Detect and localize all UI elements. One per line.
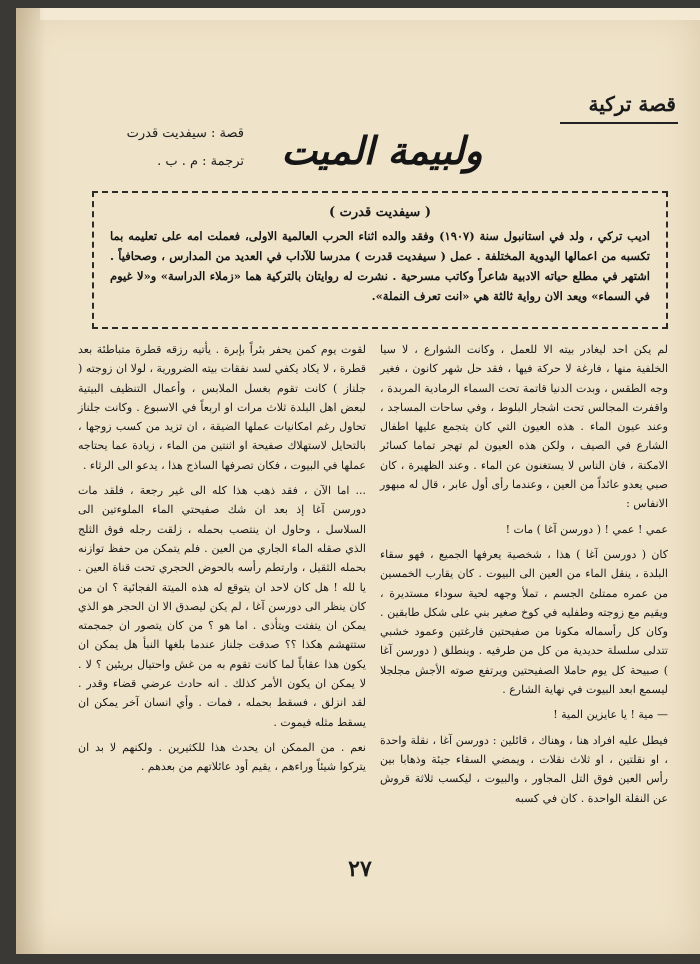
author-line: قصة : سيفديت قدرت [126, 126, 244, 141]
page-fold-shadow [16, 8, 46, 954]
story-title: ولبيمة الميت [281, 128, 483, 173]
bio-heading: ( سيفديت قدرت ) [328, 205, 432, 220]
text-column-right [380, 340, 668, 814]
section-label-underline [560, 122, 678, 124]
paragraph: كان ( دورسن آغا ) هذا ، شخصية يعرفها الجميع ، فهو سقاء البلدة ، ينقل الماء من العين الى البيوت . كان يقارب الخمسين من عمره ممتلئ الجسم ، تملأ وجهه لحية سوداء مستديرة ، ويقيم مع زوجته وطفليه في كوخ صغير بني على شكل طابقين . وكان كل رأسماله مكونا من صفيحتين فارغتين وعمود خشبي تتدلى سلسلة حديدية من كل من طرفيه . وينطلق ( دورسن آغا ) صبيحة كل يوم حاملا الصفيحتين ويرتفع صوته الأجش مجلجلا ليسمع ابعد البيوت في نهاية الشارع . [380, 547, 668, 697]
paper-top-edge [40, 8, 700, 20]
section-label: قصة تركية [588, 92, 676, 116]
translator-line: ترجمة : م . ب . [157, 154, 244, 169]
page-number: ٢٧ [348, 856, 372, 882]
paragraph: لم يكن احد ليغادر بيته الا للعمل ، وكانت الشوارع ، لا سيا الخلفية منها ، فارغة لا حركة فيها ، فقد حل شهر كانون ، فغير وجه الطقس ، وبدت الدنيا قاتمة تحت السماء الرمادية المربدة ، واقفرت المجالس تحت اشجار البلوط ، وفي ساحات المساجد ، وعند عيون الماء . هذه العيون التي كان يتجمع عليها اطفال الشارع في الصيف ، ولكن هذه العيون لم تهجر تماما كسائر الامكنة ، فان الناس لا يستغنون عن الماء . وعند الظهيرة ، كان صبي يعدو عائداً من العين ، وعندما رأى أول عابر ، قال له مبهور الانفاس : [380, 343, 668, 511]
paragraph: لقوت يوم كمن يحفر بئراً بإبرة . يأتيه رزقه قطرة متباطئة بعد قطرة ، لا يكاد يكفي لسد نفقات بيته الضرورية ، لولا ان زوجته ( جلناز ) كانت تقوم بغسل الملابس ، وأعمال التنظيف البيتية لبعض اهل البلدة ثلاث مرات او اربعاً في الاسبوع . وكانت جلناز تحاول رغم امكانيات عملها الضيقة ، ان تزيد من كسب زوجها ، بالتحايل لاستهلاك صفيحة او اثنتين من الماء ، زيادة عما يحتاجه عملها في البيوت ، فكان تصرفها الساذج هذا ، يدعو الى الرثاء . [78, 343, 366, 472]
paragraph: نعم . من الممكن ان يحدث هذا للكثيرين . ولكنهم لا بد ان يتركوا شيئاً وراءهم ، يقيم أود عائلاتهم من بعدهم . [78, 740, 366, 774]
paragraph: عمي ! عمي ! ( دورسن آغا ) مات ! [505, 522, 668, 536]
text-column-left [78, 340, 366, 783]
paragraph: — مية ! يا عايزين المية ! [553, 708, 668, 722]
author-bio-box [92, 191, 668, 329]
bio-text: اديب تركي ، ولد في استانبول سنة (١٩٠٧) وفقد والده اثناء الحرب العالمية الاولى، فعملت امه على تعليمه بما تكسبه من اعمالها اليدوية المختلفة . عمل ( سيفديت قدرت ) مدرسا للآداب في العديد من المدارس ، وصحافياً . اشتهر في مطلع حياته الادبية شاعراً وكاتب مسرحية . نشرت له روايتان بالتركية هما «زملاء الدراسة» و«لا غيوم في السماء» ويعد الان رواية ثالثة هي «انت تعرف النملة». [110, 229, 650, 303]
paragraph: ... اما الآن ، فقد ذهب هذا كله الى غير رجعة ، فلقد مات دورسن آغا إذ بعد ان شك صفيحتي الماء الملوءتين الى السلاسل ، وحاول ان ينتصب بحمله ، زلقت رجله فوق الثلج الذي صقله الماء الجاري من العين . فلم يتمكن من حفظ توازنه بحمله الثقيل ، وارتطم رأسه بالحوض الحجري تحت قناة العين . يا لله ! هل كان لاحد ان يتوقع له هذه الميتة الفجائية ؟ ان من كان ينظر الى دورسن آغا ، لم يكن ليصدق الا ان الحجر هو الذي يمكن ان يتفتت ويتأذى . اما هو ؟ من كان يتصور ان جمجمته ستتهشم هكذا ؟؟ صدقت جلناز عندما بلغها النبأ هل يمكن ان يكون هذا عقاباً لما كانت تقوم به من غش واحتيال بريئين ؟ لا . لا يمكن ان يكون الأمر كذلك . انه حادث عرضي قضاء وقدر . لقد انزلق ، فسقط بحمله ، فمات . وأي انسان آخر يمكن ان يسقط مثله فيموت . [78, 484, 366, 729]
paragraph: فيطل عليه افراد هنا ، وهناك ، قائلين : دورسن آغا ، نقلة واحدة ، او نقلتين ، او ثلاث نقلات ، ويمضي السقاء جيئة وذهابا بين رأس العين فوق التل المجاور ، والبيوت ، ليكسب ثلاثة قروش عن النقلة الواحدة . كان في كسبه [380, 733, 668, 805]
